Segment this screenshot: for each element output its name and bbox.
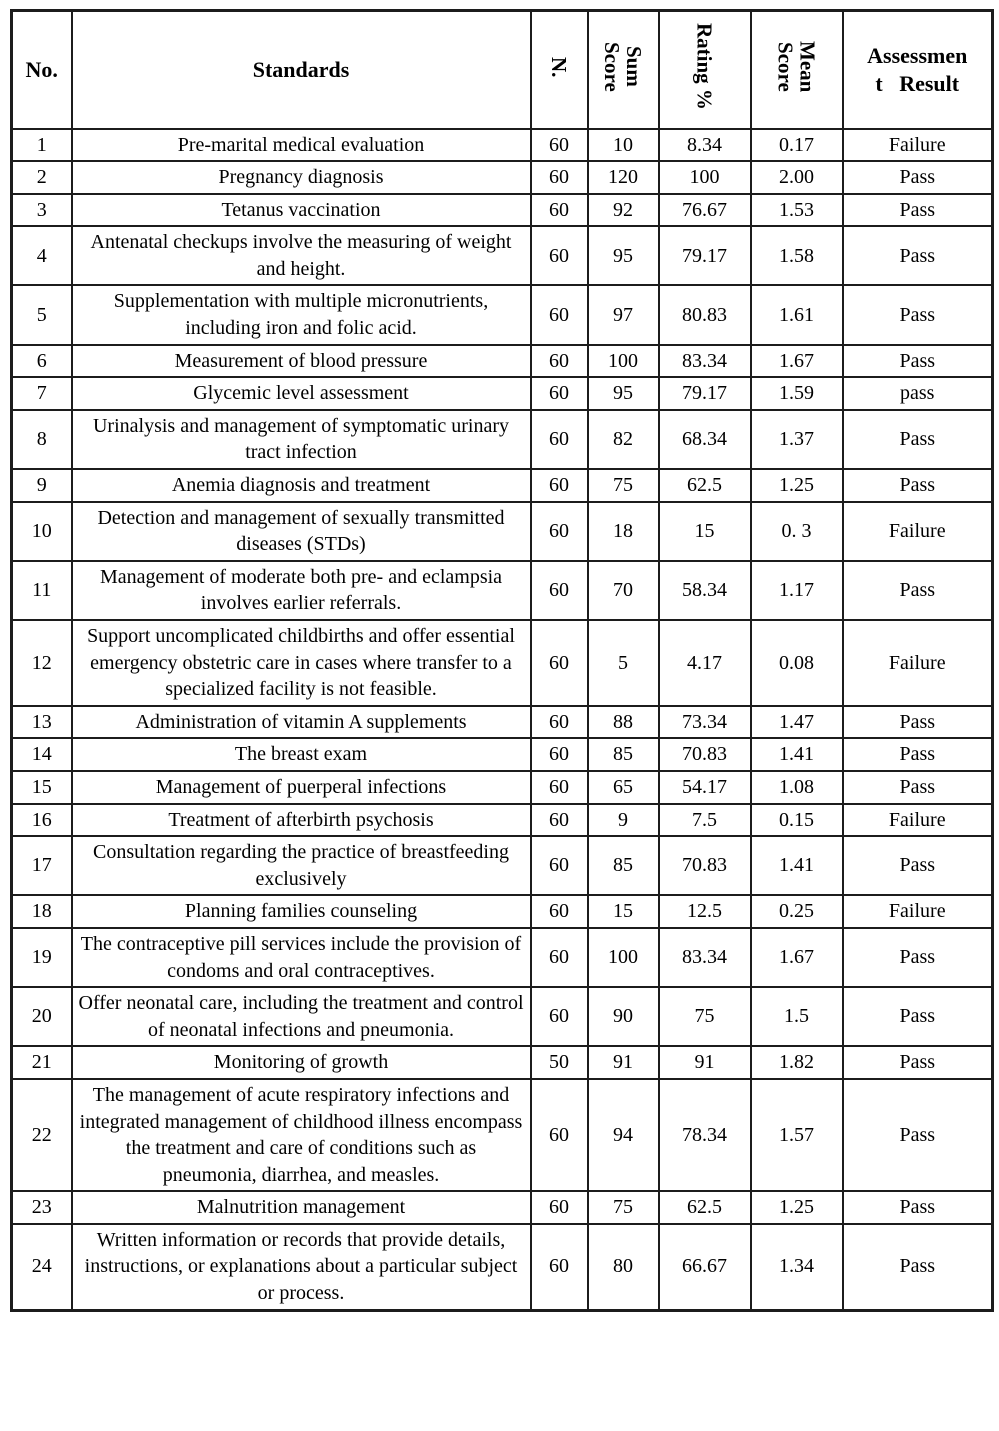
table-row [12,502,993,561]
sum-score-cell: 95 [588,226,659,285]
row-no-cell: 11 [12,561,72,620]
n-cell: 60 [531,226,588,285]
sum-score-cell: 70 [588,561,659,620]
mean-score-cell: 0.17 [751,129,843,162]
table-row [12,1079,993,1191]
mean-score-cell: 1.25 [751,1191,843,1224]
standard-cell: Pre-marital medical evaluation [72,129,531,162]
n-cell: 60 [531,285,588,344]
assessment-result-cell: Pass [843,410,993,469]
mean-score-cell: 0.15 [751,804,843,837]
n-cell: 60 [531,771,588,804]
rating-percent-cell: 75 [659,987,751,1046]
table-row [12,895,993,928]
assessment-result-cell: Pass [843,561,993,620]
standard-cell: Pregnancy diagnosis [72,161,531,194]
standard-cell: Urinalysis and management of symptomatic urinary tract infection [72,410,531,469]
rating-percent-cell: 83.34 [659,345,751,378]
row-no-cell: 15 [12,771,72,804]
n-cell: 60 [531,377,588,410]
n-cell: 60 [531,804,588,837]
rating-percent-cell: 76.67 [659,194,751,227]
header-sum-score-vertical-text: Sum Score [600,41,647,92]
row-no-cell: 8 [12,410,72,469]
assessment-result-cell: Failure [843,129,993,162]
header-rating-percent [659,11,751,129]
mean-score-cell: 1.17 [751,561,843,620]
rating-percent-cell: 100 [659,161,751,194]
rating-percent-cell: 54.17 [659,771,751,804]
standard-cell: Detection and management of sexually transmitted diseases (STDs) [72,502,531,561]
row-no-cell: 9 [12,469,72,502]
header-standards: Standards [72,11,531,129]
row-no-cell: 13 [12,706,72,739]
table-row [12,345,993,378]
n-cell: 60 [531,469,588,502]
sum-score-cell: 75 [588,469,659,502]
row-no-cell: 21 [12,1046,72,1079]
header-n-vertical-text: N. [547,56,572,77]
sum-score-cell: 80 [588,1224,659,1310]
mean-score-cell: 1.67 [751,345,843,378]
n-cell: 60 [531,706,588,739]
n-cell: 60 [531,161,588,194]
row-no-cell: 10 [12,502,72,561]
row-no-cell: 4 [12,226,72,285]
mean-score-cell: 1.08 [751,771,843,804]
table-row [12,836,993,895]
assessment-result-cell: Pass [843,836,993,895]
n-cell: 60 [531,738,588,771]
header-rating-vertical-text: Rating % [692,23,717,110]
mean-score-cell: 1.82 [751,1046,843,1079]
row-no-cell: 12 [12,620,72,706]
table-row [12,738,993,771]
standard-cell: Management of puerperal infections [72,771,531,804]
row-no-cell: 24 [12,1224,72,1310]
assessment-result-cell: Pass [843,226,993,285]
assessment-result-cell: Pass [843,161,993,194]
assessment-result-cell: Pass [843,285,993,344]
mean-score-cell: 1.58 [751,226,843,285]
assessment-result-cell: Failure [843,620,993,706]
n-cell: 60 [531,502,588,561]
rating-percent-cell: 12.5 [659,895,751,928]
n-cell: 60 [531,836,588,895]
table-row [12,377,993,410]
table-row [12,620,993,706]
assessment-result-cell: pass [843,377,993,410]
standard-cell: Supplementation with multiple micronutrients, including iron and folic acid. [72,285,531,344]
sum-score-cell: 75 [588,1191,659,1224]
mean-score-cell: 1.41 [751,738,843,771]
mean-score-cell: 1.41 [751,836,843,895]
rating-percent-cell: 78.34 [659,1079,751,1191]
standards-assessment-table [10,9,994,1312]
rating-percent-cell: 8.34 [659,129,751,162]
standard-cell: Written information or records that provide details, instructions, or explanations about a particular subject or process. [72,1224,531,1310]
header-mean-score [751,11,843,129]
sum-score-cell: 82 [588,410,659,469]
n-cell: 60 [531,620,588,706]
table-row [12,1191,993,1224]
rating-percent-cell: 80.83 [659,285,751,344]
table-row [12,771,993,804]
standard-cell: Monitoring of growth [72,1046,531,1079]
n-cell: 60 [531,1079,588,1191]
sum-score-cell: 120 [588,161,659,194]
standard-cell: Consultation regarding the practice of breastfeeding exclusively [72,836,531,895]
standard-cell: Administration of vitamin A supplements [72,706,531,739]
mean-score-cell: 1.37 [751,410,843,469]
n-cell: 50 [531,1046,588,1079]
sum-score-cell: 18 [588,502,659,561]
assessment-result-cell: Pass [843,345,993,378]
standard-cell: Malnutrition management [72,1191,531,1224]
standard-cell: Treatment of afterbirth psychosis [72,804,531,837]
n-cell: 60 [531,561,588,620]
table-row [12,1224,993,1310]
mean-score-cell: 1.61 [751,285,843,344]
table-row [12,561,993,620]
header-sum-score [588,11,659,129]
rating-percent-cell: 79.17 [659,226,751,285]
row-no-cell: 18 [12,895,72,928]
standard-cell: Measurement of blood pressure [72,345,531,378]
mean-score-cell: 1.34 [751,1224,843,1310]
sum-score-cell: 85 [588,836,659,895]
n-cell: 60 [531,987,588,1046]
row-no-cell: 19 [12,928,72,987]
row-no-cell: 7 [12,377,72,410]
mean-score-cell: 2.00 [751,161,843,194]
rating-percent-cell: 70.83 [659,836,751,895]
mean-score-cell: 1.25 [751,469,843,502]
table-row [12,226,993,285]
header-no: No. [12,11,72,129]
header-assessment-result: Assessmen t Result [843,11,993,129]
mean-score-cell: 0. 3 [751,502,843,561]
assessment-result-cell: Failure [843,502,993,561]
n-cell: 60 [531,410,588,469]
rating-percent-cell: 62.5 [659,469,751,502]
table-body [12,129,993,1311]
row-no-cell: 5 [12,285,72,344]
assessment-result-cell: Pass [843,1224,993,1310]
n-cell: 60 [531,895,588,928]
table-row [12,706,993,739]
row-no-cell: 3 [12,194,72,227]
standard-cell: Offer neonatal care, including the treatment and control of neonatal infections and pneumonia. [72,987,531,1046]
header-mean-score-vertical-text: Mean Score [773,40,820,93]
assessment-result-cell: Pass [843,1191,993,1224]
standard-cell: Support uncomplicated childbirths and offer essential emergency obstetric care in cases where transfer to a specialized facility is not feasible. [72,620,531,706]
table-row [12,469,993,502]
standard-cell: Anemia diagnosis and treatment [72,469,531,502]
row-no-cell: 2 [12,161,72,194]
table-row [12,928,993,987]
assessment-result-cell: Failure [843,804,993,837]
standard-cell: Antenatal checkups involve the measuring of weight and height. [72,226,531,285]
assessment-result-cell: Pass [843,987,993,1046]
n-cell: 60 [531,345,588,378]
sum-score-cell: 15 [588,895,659,928]
table-row [12,194,993,227]
row-no-cell: 1 [12,129,72,162]
standard-cell: The breast exam [72,738,531,771]
rating-percent-cell: 7.5 [659,804,751,837]
sum-score-cell: 9 [588,804,659,837]
rating-percent-cell: 4.17 [659,620,751,706]
assessment-result-cell: Pass [843,771,993,804]
row-no-cell: 23 [12,1191,72,1224]
standard-cell: Planning families counseling [72,895,531,928]
standard-cell: The management of acute respiratory infections and integrated management of childhood illness encompass the treatment and care of conditions such as pneumonia, diarrhea, and measles. [72,1079,531,1191]
rating-percent-cell: 62.5 [659,1191,751,1224]
table-row [12,285,993,344]
standard-cell: Management of moderate both pre- and eclampsia involves earlier referrals. [72,561,531,620]
row-no-cell: 22 [12,1079,72,1191]
mean-score-cell: 0.25 [751,895,843,928]
table-row [12,804,993,837]
rating-percent-cell: 58.34 [659,561,751,620]
rating-percent-cell: 83.34 [659,928,751,987]
sum-score-cell: 92 [588,194,659,227]
standard-cell: Glycemic level assessment [72,377,531,410]
assessment-result-cell: Pass [843,706,993,739]
mean-score-cell: 1.5 [751,987,843,1046]
standard-cell: The contraceptive pill services include the provision of condoms and oral contraceptives. [72,928,531,987]
sum-score-cell: 95 [588,377,659,410]
header-row [12,11,993,129]
sum-score-cell: 100 [588,928,659,987]
row-no-cell: 14 [12,738,72,771]
table-row [12,987,993,1046]
table-row [12,410,993,469]
rating-percent-cell: 73.34 [659,706,751,739]
rating-percent-cell: 91 [659,1046,751,1079]
n-cell: 60 [531,1191,588,1224]
rating-percent-cell: 70.83 [659,738,751,771]
rating-percent-cell: 79.17 [659,377,751,410]
sum-score-cell: 100 [588,345,659,378]
assessment-result-cell: Pass [843,738,993,771]
sum-score-cell: 10 [588,129,659,162]
sum-score-cell: 65 [588,771,659,804]
sum-score-cell: 88 [588,706,659,739]
row-no-cell: 6 [12,345,72,378]
mean-score-cell: 1.67 [751,928,843,987]
table-row [12,129,993,162]
rating-percent-cell: 15 [659,502,751,561]
n-cell: 60 [531,1224,588,1310]
sum-score-cell: 91 [588,1046,659,1079]
mean-score-cell: 1.57 [751,1079,843,1191]
sum-score-cell: 94 [588,1079,659,1191]
n-cell: 60 [531,129,588,162]
sum-score-cell: 85 [588,738,659,771]
table-row [12,161,993,194]
mean-score-cell: 1.59 [751,377,843,410]
assessment-result-cell: Pass [843,1046,993,1079]
table-row [12,1046,993,1079]
row-no-cell: 20 [12,987,72,1046]
mean-score-cell: 1.53 [751,194,843,227]
assessment-result-cell: Failure [843,895,993,928]
header-n [531,11,588,129]
assessment-result-cell: Pass [843,469,993,502]
row-no-cell: 16 [12,804,72,837]
assessment-result-cell: Pass [843,928,993,987]
standard-cell: Tetanus vaccination [72,194,531,227]
n-cell: 60 [531,194,588,227]
assessment-result-cell: Pass [843,1079,993,1191]
sum-score-cell: 90 [588,987,659,1046]
assessment-result-cell: Pass [843,194,993,227]
n-cell: 60 [531,928,588,987]
sum-score-cell: 5 [588,620,659,706]
mean-score-cell: 1.47 [751,706,843,739]
rating-percent-cell: 66.67 [659,1224,751,1310]
mean-score-cell: 0.08 [751,620,843,706]
rating-percent-cell: 68.34 [659,410,751,469]
sum-score-cell: 97 [588,285,659,344]
row-no-cell: 17 [12,836,72,895]
